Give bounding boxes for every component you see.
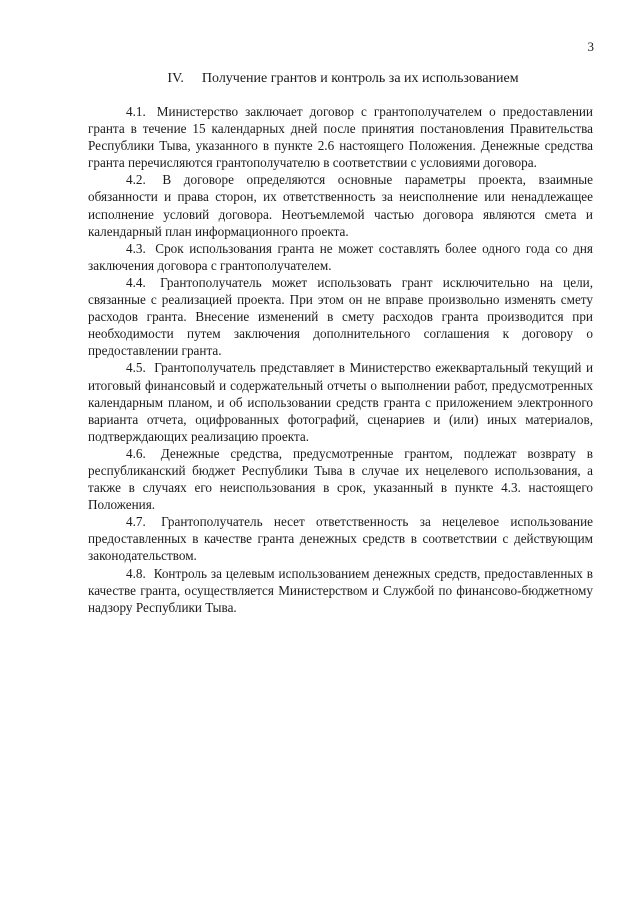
paragraph-text: Срок использования гранта не может составлять более одного года со дня заключения договора с грантополучателем. [88, 240, 594, 273]
paragraph-4-1 [88, 103, 593, 171]
paragraph-text: Контроль за целевым использованием денежных средств, предоставленных в качестве гранта, осуществляется Министерством и Службой по финансово-бюджетному надзору Республики Тыва. [88, 565, 594, 615]
paragraph-text: Грантополучатель несет ответственность за нецелевое использование предоставленных в качестве гранта денежных средств в соответствии с действующим законодательством. [88, 514, 594, 564]
paragraph-number: 4.5. [126, 360, 146, 376]
paragraph-text: Министерство заключает договор с грантополучателем о предоставлении гранта в течение 15 календарных дней после принятия постановления Правительства Республики Тыва, указанного в пункте 2.6 настоящего Положения. Денежные средства гранта перечисляются грантополучателю в соответствии с условиями договора. [88, 104, 593, 171]
document-body [88, 103, 593, 616]
paragraph-4-6 [88, 445, 593, 513]
paragraph-4-8 [88, 565, 593, 616]
section-number: IV. [167, 71, 184, 86]
paragraph-number: 4.2. [126, 172, 146, 188]
page-number: 3 [587, 39, 594, 54]
paragraph-number: 4.7. [126, 514, 146, 530]
paragraph-4-5 [88, 359, 593, 444]
paragraph-text: Грантополучатель представляет в Министерство ежеквартальный текущий и итоговый финансовый и содержательный отчеты о выполнении работ, предусмотренных календарным планом, и об использовании средств гранта с приложением электронного варианта отчета, оцифрованных фотографий, сценариев и (или) иных материалов, подтверждающих реализацию проекта. [88, 360, 593, 444]
section-title: Получение грантов и контроль за их использованием [201, 71, 519, 86]
paragraph-4-2 [88, 171, 593, 239]
paragraph-text: Денежные средства, предусмотренные грантом, подлежат возврату в республиканский бюджет Республики Тыва в случае их нецелевого использования, а также в случаях его неиспользования в срок, указанный в пункте 4.3. настоящего Положения. [88, 445, 593, 513]
paragraph-text: Грантополучатель может использовать грант исключительно на цели, связанные с реализацией проекта. При этом он не вправе произвольно изменять смету расходов гранта. Внесение изменений в смету расходов гранта производится при необходимости путем заключения дополнительного соглашения к договору о предоставлении гранта. [88, 274, 593, 359]
paragraph-number: 4.4. [126, 274, 146, 290]
paragraph-number: 4.1. [126, 104, 146, 119]
section-heading [88, 70, 598, 87]
paragraph-4-7 [88, 513, 593, 564]
paragraph-number: 4.3. [126, 240, 146, 256]
paragraph-4-4 [88, 274, 593, 359]
paragraph-number: 4.8. [126, 565, 146, 581]
paragraph-text: В договоре определяются основные параметры проекта, взаимные обязанности и права сторон, их ответственность за неисполнение или ненадлежащее исполнение условий договора. Неотъемлемой частью договора являются смета и календарный план информационного проекта. [88, 172, 594, 239]
paragraph-4-3 [88, 240, 593, 274]
paragraph-number: 4.6. [126, 445, 146, 461]
